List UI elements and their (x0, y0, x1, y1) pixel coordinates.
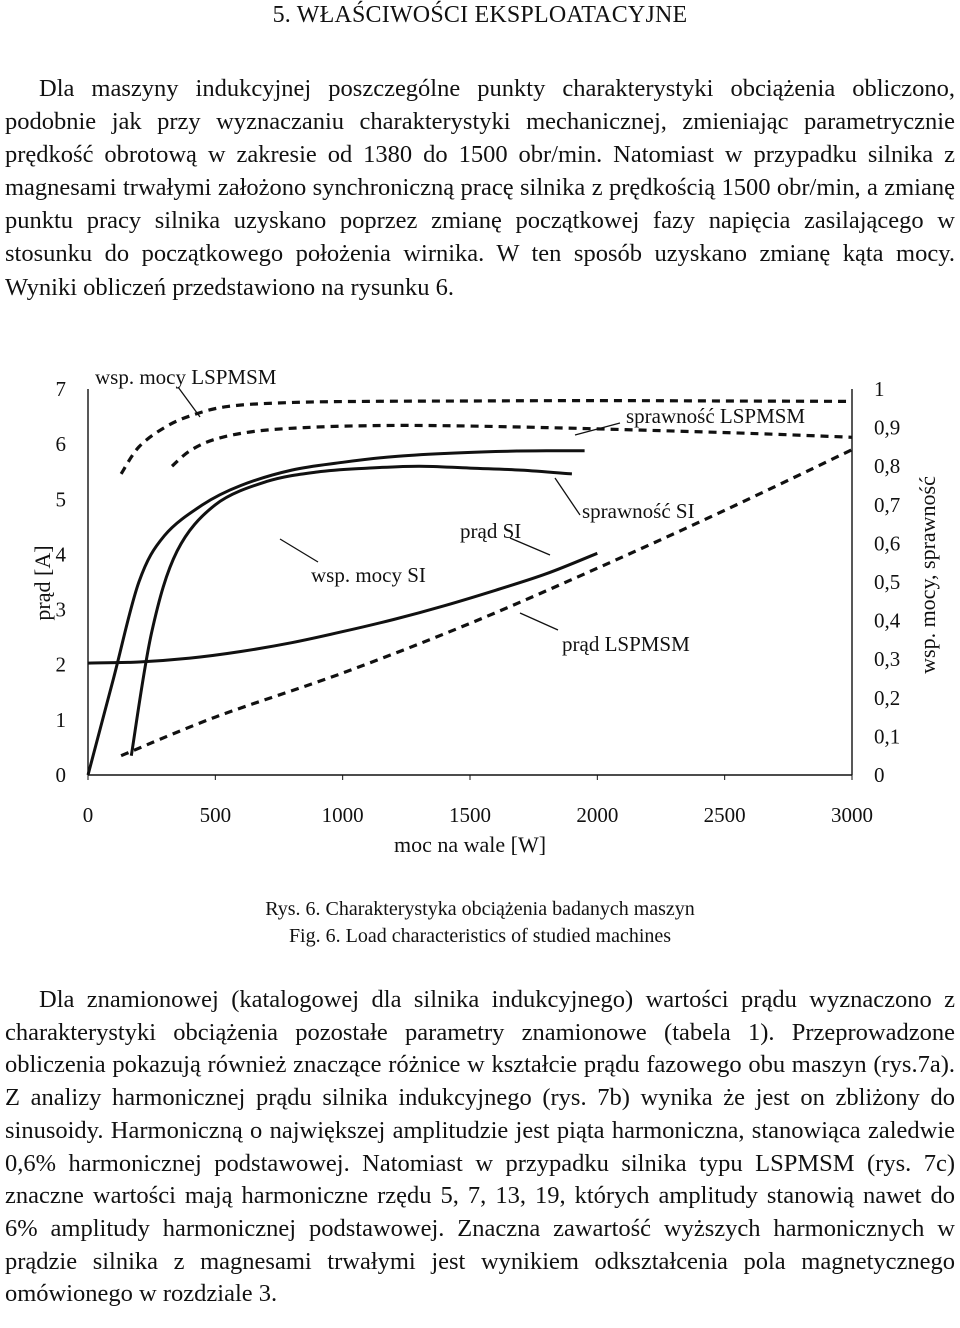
annotation-label: sprawność SI (582, 499, 695, 523)
y-right-tick-label: 0,3 (874, 647, 901, 672)
figure-caption-pl: Rys. 6. Charakterystyka obciążenia badanych maszyn (265, 898, 695, 920)
y-right-tick-label: 0,6 (874, 531, 901, 556)
annotation-label: wsp. mocy SI (311, 563, 426, 587)
x-tick-label: 1500 (449, 803, 491, 827)
y-right-tick-label: 0,4 (874, 608, 901, 633)
annotation-leader-line (280, 539, 318, 562)
y-right-tick-label: 1 (874, 377, 885, 401)
y-right-tick-label: 0,2 (874, 685, 901, 710)
y-right-tick-label: 0,9 (874, 415, 901, 440)
load-characteristics-chart (0, 355, 960, 875)
y-right-tick-label: 0,7 (874, 492, 901, 517)
y-axis-left-label: prąd [A] (30, 545, 55, 621)
y-right-tick-label: 0,5 (874, 570, 901, 594)
y-right-tick-label: 0 (874, 763, 885, 787)
chart-annotations (95, 365, 805, 656)
x-tick-label: 0 (82, 803, 94, 827)
series-line-sprawno-lspmsm (172, 425, 852, 466)
y-left-tick-label: 7 (55, 377, 66, 401)
annotation-label: wsp. mocy LSPMSM (95, 365, 277, 389)
y-right-tick-label: 0,8 (874, 454, 901, 479)
x-tick-label: 500 (199, 803, 232, 827)
x-tick-label: 3000 (831, 803, 873, 827)
y-left-tick-label: 3 (55, 597, 66, 622)
chart-axes (88, 389, 852, 775)
y-left-tick-label: 1 (55, 707, 66, 732)
annotation-leader-line (555, 478, 580, 515)
y-right-tick-label: 0,1 (874, 724, 901, 749)
annotation-label: prąd LSPMSM (562, 632, 690, 656)
x-tick-label: 2500 (703, 803, 746, 827)
y-left-tick-label: 6 (55, 432, 66, 457)
y-left-tick-label: 2 (55, 652, 66, 677)
y-left-tick-label: 5 (55, 487, 66, 512)
chart-tick-labels (56, 377, 901, 827)
y-axis-right-label: wsp. mocy, sprawność (915, 476, 940, 674)
x-tick-label: 1000 (321, 803, 364, 827)
annotation-label: prąd SI (460, 519, 522, 543)
paragraph-intro: Dla maszyny indukcyjnej poszczególne punkty charakterystyki obciążenia obliczono, podobnie jak przy wyznaczaniu charakterystyki mechanicznej, zmieniając parametrycznie prędkość obrotową w zakresie od 1380 do 1500 obr/min. Natomiast w przypadku silnika z magnesami trwałymi założono synchroniczną pracę silnika z prędkością 1500 obr/min, a zmianę punktu pracy silnika uzyskano poprzez zmianę początkowej fazy napięcia zasilającego w stosunku do początkowego położenia wirnika. W ten sposób uzyskano zmianę kąta mocy. Wyniki obliczeń przedstawiono na rysunku 6. (5, 75, 955, 301)
y-left-tick-label: 4 (55, 542, 66, 567)
x-tick-label: 2000 (576, 803, 619, 827)
page-header: 5. WŁAŚCIWOŚCI EKSPLOATACYJNE (272, 2, 688, 28)
y-left-tick-label: 0 (55, 763, 66, 787)
annotation-leader-line (520, 613, 558, 630)
series-line-wsp-mocy-si (88, 451, 585, 775)
annotation-leader-line (178, 387, 200, 417)
x-axis-label: moc na wale [W] (393, 832, 547, 857)
annotation-label: sprawność LSPMSM (626, 404, 806, 428)
paragraph-analysis: Dla znamionowej (katalogowej dla silnika indukcyjnego) wartości prądu wyznaczono z charakterystyki obciążenia pozostałe parametry znamionowe (tabela 1). Przeprowadzone obliczenia pokazują również znaczące różnice w kształcie prądu fazowego obu maszyn (rys.7a). Z analizy harmonicznej prądu silnika indukcyjnego (rys. 7b) wynika że jest on zbliżony do sinusoidy. Harmoniczną o największej amplitudzie jest piąta harmoniczna, stanowiąca zaledwie 0,6% harmonicznej podstawowej. Natomiast w przypadku silnika typu LSPMSM (rys. 7c) znaczne wartości mają harmoniczne rzędu 5, 7, 13, 19, których amplitudy stanowią nawet do 6% amplitudy harmonicznej podstawowej. Znaczna zawartość wyższych harmonicznych w prądzie silnika z magnesami trwałymi jest wynikiem odkształcenia pola magnetycznego omówionego w rozdziale 3. (5, 986, 955, 1308)
chart-series (88, 401, 852, 775)
figure-caption-en: Fig. 6. Load characteristics of studied machines (288, 925, 672, 947)
